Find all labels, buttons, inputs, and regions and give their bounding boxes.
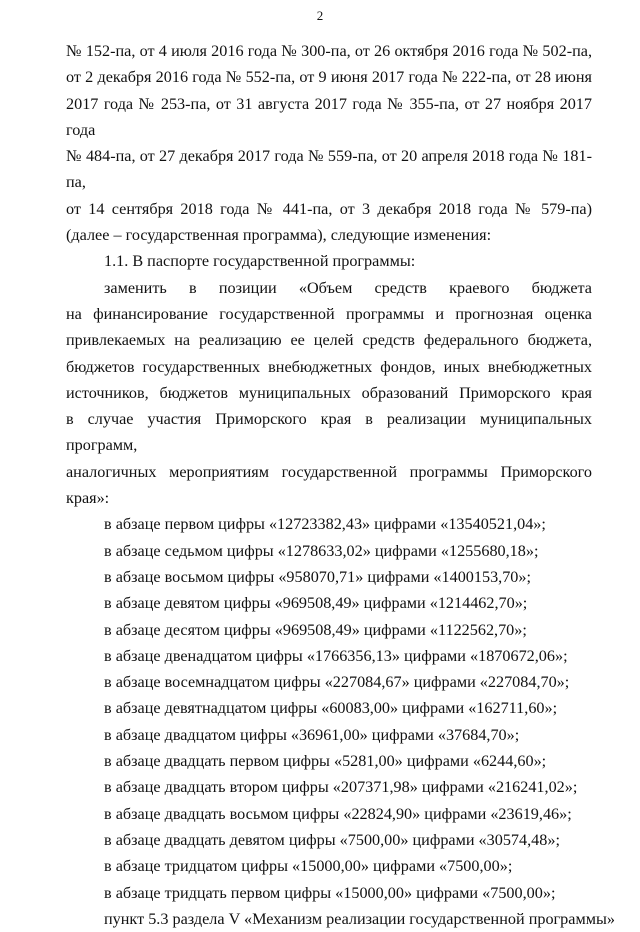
amendment-item: в абзаце восемнадцатом цифры «227084,67» цифрами «227084,70»; bbox=[104, 673, 570, 692]
replace-line: на финансирование государственной программы и прогнозная оценка bbox=[66, 304, 592, 323]
intro-line: № 484-па, от 27 декабря 2017 года № 559-па, от 20 апреля 2018 года № 181-па, bbox=[66, 147, 592, 192]
amendment-item: в абзаце первом цифры «12723382,43» цифрами «13540521,04»; bbox=[104, 515, 546, 534]
amendment-item: в абзаце девятнадцатом цифры «60083,00» цифрами «162711,60»; bbox=[104, 699, 558, 718]
amendment-item: в абзаце двадцать втором цифры «207371,98» цифрами «216241,02»; bbox=[104, 778, 578, 797]
replace-line: аналогичных мероприятиям государственной программы Приморского края»: bbox=[66, 462, 592, 508]
amendment-item: в абзаце двадцать первом цифры «5281,00» цифрами «6244,60»; bbox=[104, 752, 547, 771]
intro-line: (далее – государственная программа), следующие изменения: bbox=[66, 226, 492, 245]
amendment-item: в абзаце десятом цифры «969508,49» цифрами «1122562,70»; bbox=[104, 620, 527, 639]
amendment-item: в абзаце восьмом цифры «958070,71» цифрами «1400153,70»; bbox=[104, 567, 531, 586]
amendment-list bbox=[66, 511, 592, 905]
amendment-item: в абзаце девятом цифры «969508,49» цифрами «1214462,70»; bbox=[104, 594, 528, 613]
amendment-item: в абзаце тридцатом цифры «15000,00» цифрами «7500,00»; bbox=[104, 857, 513, 876]
amendment-item: в абзаце двадцать восьмом цифры «22824,90» цифрами «23619,46»; bbox=[104, 804, 572, 823]
amendment-item: в абзаце двенадцатом цифры «1766356,13» цифрами «1870672,06»; bbox=[104, 646, 568, 665]
replace-line: в случае участия Приморского края в реализации муниципальных программ, bbox=[66, 410, 592, 455]
amendment-item: в абзаце двадцатом цифры «36961,00» цифрами «37684,70»; bbox=[104, 725, 520, 744]
replace-line: привлекаемых на реализацию ее целей средств федерального бюджета, bbox=[66, 331, 592, 350]
replace-line: заменить в позиции «Объем средств краевого бюджета bbox=[104, 278, 592, 297]
replace-line: источников, бюджетов муниципальных образований Приморского края bbox=[66, 383, 592, 402]
intro-paragraph bbox=[66, 38, 592, 248]
replace-paragraph bbox=[66, 275, 592, 512]
page-number: 2 bbox=[316, 8, 324, 23]
amendment-item: в абзаце тридцать первом цифры «15000,00» цифрами «7500,00»; bbox=[104, 883, 556, 902]
document-body bbox=[66, 38, 615, 932]
amendment-item: в абзаце седьмом цифры «1278633,02» цифрами «1255680,18»; bbox=[104, 541, 539, 560]
final-line: пункт 5.3 раздела V «Механизм реализации государственной программы» bbox=[104, 909, 615, 928]
intro-line: № 152-па, от 4 июля 2016 года № 300-па, от 26 октября 2016 года № 502-па, bbox=[66, 42, 592, 60]
intro-line: от 14 сентября 2018 года № 441-па, от 3 декабря 2018 года № 579-па) bbox=[66, 199, 592, 218]
section-heading: 1.1. В паспорте государственной программы: bbox=[104, 252, 416, 271]
replace-line: бюджетов государственных внебюджетных фондов, иных внебюджетных bbox=[66, 357, 592, 376]
intro-line: от 2 декабря 2016 года № 552-па, от 9 июня 2017 года № 222-па, от 28 июня bbox=[66, 68, 592, 87]
amendment-item: в абзаце двадцать девятом цифры «7500,00» цифрами «30574,48»; bbox=[104, 830, 560, 849]
intro-line: 2017 года № 253-па, от 31 августа 2017 года № 355-па, от 27 ноября 2017 года bbox=[66, 94, 592, 139]
